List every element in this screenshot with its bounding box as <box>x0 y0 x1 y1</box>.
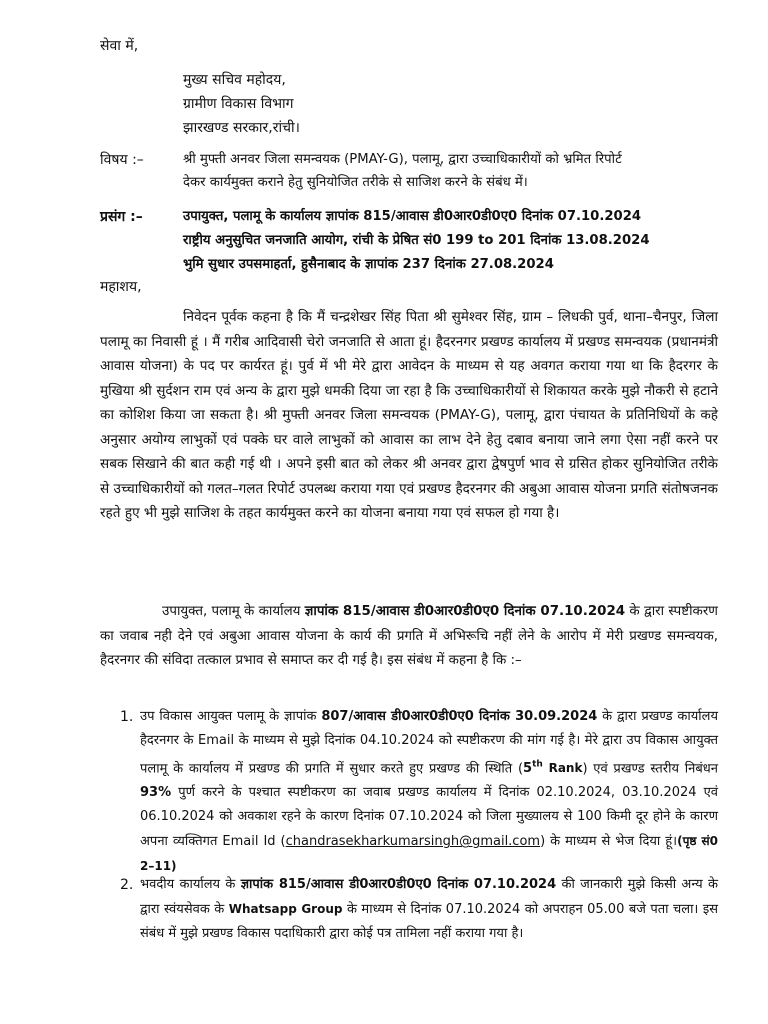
salutation: सेवा में, <box>100 38 139 54</box>
reference-line-3: भुमि सुधार उपसमाहर्ता, हुसैनाबाद के ज्ञापांक 237 दिनांक 27.08.2024 <box>183 257 554 272</box>
reference-line-1: उपायुक्त, पलामू के कार्यालय ज्ञापांक 815/आवास डी0आर0डी0ए0 दिनांक 07.10.2024 <box>183 209 642 224</box>
greeting: महाशय, <box>100 279 142 295</box>
addressee-line-1: मुख्य सचिव महोदय, <box>183 72 286 88</box>
para2-intro: उपायुक्त, पलामू के कार्यालय <box>162 604 301 619</box>
list-item-number: 2. <box>120 877 134 893</box>
list-item-number: 1. <box>120 709 134 725</box>
addressee-line-3: झारखण्ड सरकार,रांची। <box>183 120 300 136</box>
body-paragraph-1: निवेदन पूर्वक कहना है कि मैं चन्द्रशेखर सिंह पिता श्री सुमेश्वर सिंह, ग्राम – लिधकी पुर्व, थाना–चैनपुर, जिला पलामू का निवासी हूं । मैं गरीब आदिवासी चेरो जनजाति से आता हूं। हैदरनगर प्रखण्ड कार्यालय में प्रखण्ड समन्वयक (प्रधानमंत्री आवास योजना) के पद पर कार्यरत हूं। पुर्व में भी मेरे द्वारा आवेदन के माध्यम से यह अवगत कराया गया था कि हैदरगर के मुखिया श्री सुर्दशन राम एवं अन्य के द्वारा मुझे धमकी दिया जा रहा है कि उच्चाधिकारीयों से शिकायत करके मुझे नौकरी से हटाने का कोशिश किया जा सकता है। श्री मुफ्ती अनवर जिला समन्वयक (PMAY-G), पलामू, द्वारा पंचायत के प्रतिनिधियों के कहे अनुसार अयोग्य लाभुकों एवं पक्के घर वाले लाभुकों को आवास का लाभ देने हेतु दबाव बनाया जाने लगा ऐसा नहीं करने पर सबक सिखाने की बात कही गई थी । अपने इसी बात को लेकर श्री अनवर द्वारा द्वेषपुर्ण भाव से ग्रसित होकर सुनियोजित तरीके से उच्चाधिकारीयों को गलत–गलत रिपोर्ट उपलब्ध कराया गया एवं प्रखण्ड हैदरनगर की अबुआ आवास योजना प्रगति संतोषजनक रहते हुए भी मुझे साजिश के तहत कार्यमुक्त करने का योजना बनाया गया एवं सफल हो गया है। <box>100 309 718 521</box>
whatsapp-group: Whatsapp Group <box>228 902 343 916</box>
addressee-line-2: ग्रामीण विकास विभाग <box>183 96 294 112</box>
para2-memo: ज्ञापांक 815/आवास डी0आर0डी0ए0 दिनांक 07.10.2024 <box>304 604 626 619</box>
email-link[interactable]: chandrasekharkumarsingh@gmail.com <box>285 834 541 850</box>
list-item-2: भवदीय कार्यालय के ज्ञापांक 815/आवास डी0आर0डी0ए0 दिनांक 07.10.2024 की जानकारी मुझे किसी अन्य के द्वारा स्वंयसेवक के Whatsapp Group के माध्यम से दिनांक 07.10.2024 को अपराहन 05.00 बजे पता चला। इस संबंध में मुझे प्रखण्ड विकास पदाधिकारी द्वारा कोई पत्र तामिला नहीं कराया गया है। <box>140 877 719 941</box>
list-item-1: उप विकास आयुक्त पलामू के ज्ञापांक 807/आवास डी0आर0डी0ए0 दिनांक 30.09.2024 के द्वारा प्रखण्ड कार्यालय हैदरनगर के Email के माध्यम से मुझे दिनांक 04.10.2024 को स्पष्टीकरण की मांग गई है। मेरे द्वारा उप विकास आयुक्त पलामू के कार्यालय में प्रखण्ड की प्रगति में सुधार करते हुए प्रखण्ड की स्थिति (5th Rank) एवं प्रखण्ड स्तरीय निबंधन 93% पुर्ण करने के पश्चात स्पष्टीकरण का जवाब प्रखण्ड कार्यालय में दिनांक 02.10.2024, 03.10.2024 एवं 06.10.2024 को अवकाश रहने के कारण दिनांक 07.10.2024 को जिला मुख्यालय से 100 किमी दूर होने के कारण अपना व्यक्तिगत Email Id (chandrasekharkumarsingh@gmail.com) के माध्यम से भेज दिया हूं।(पृष्ठ सं0 2–11) <box>140 709 719 874</box>
body-paragraph-2 <box>100 600 718 674</box>
subject-line-2: देकर कार्यमुक्त कराने हेतु सुनियोजित तरीके से साजिश करने के संबंध में। <box>183 175 528 190</box>
subject-label: विषय :– <box>100 152 144 168</box>
para2-rest: के द्वारा स्पष्टीकरण का जवाब नही देने एवं अबुआ आवास योजना के कार्य की प्रगति में अभिरूचि नहीं लेने के आरोप में मेरी प्रखण्ड समन्वयक, हैदरनगर की संविदा तत्काल प्रभाव से समाप्त कर दी गई है। इस संबंध में कहना है कि :– <box>100 604 718 668</box>
page-reference: (पृष्ठ सं0 2–11) <box>140 834 718 874</box>
reference-line-2: राष्ट्रीय अनुसुचित जनजाति आयोग, रांची के प्रेषित सं0 199 to 201 दिनांक 13.08.2024 <box>183 233 650 248</box>
reference-label: प्रसंग :– <box>100 209 143 225</box>
subject-line-1: श्री मुफ्ती अनवर जिला समन्वयक (PMAY-G), पलामू, द्वारा उच्चाधिकारीयों को भ्रमित रिपोर्ट <box>183 152 622 167</box>
